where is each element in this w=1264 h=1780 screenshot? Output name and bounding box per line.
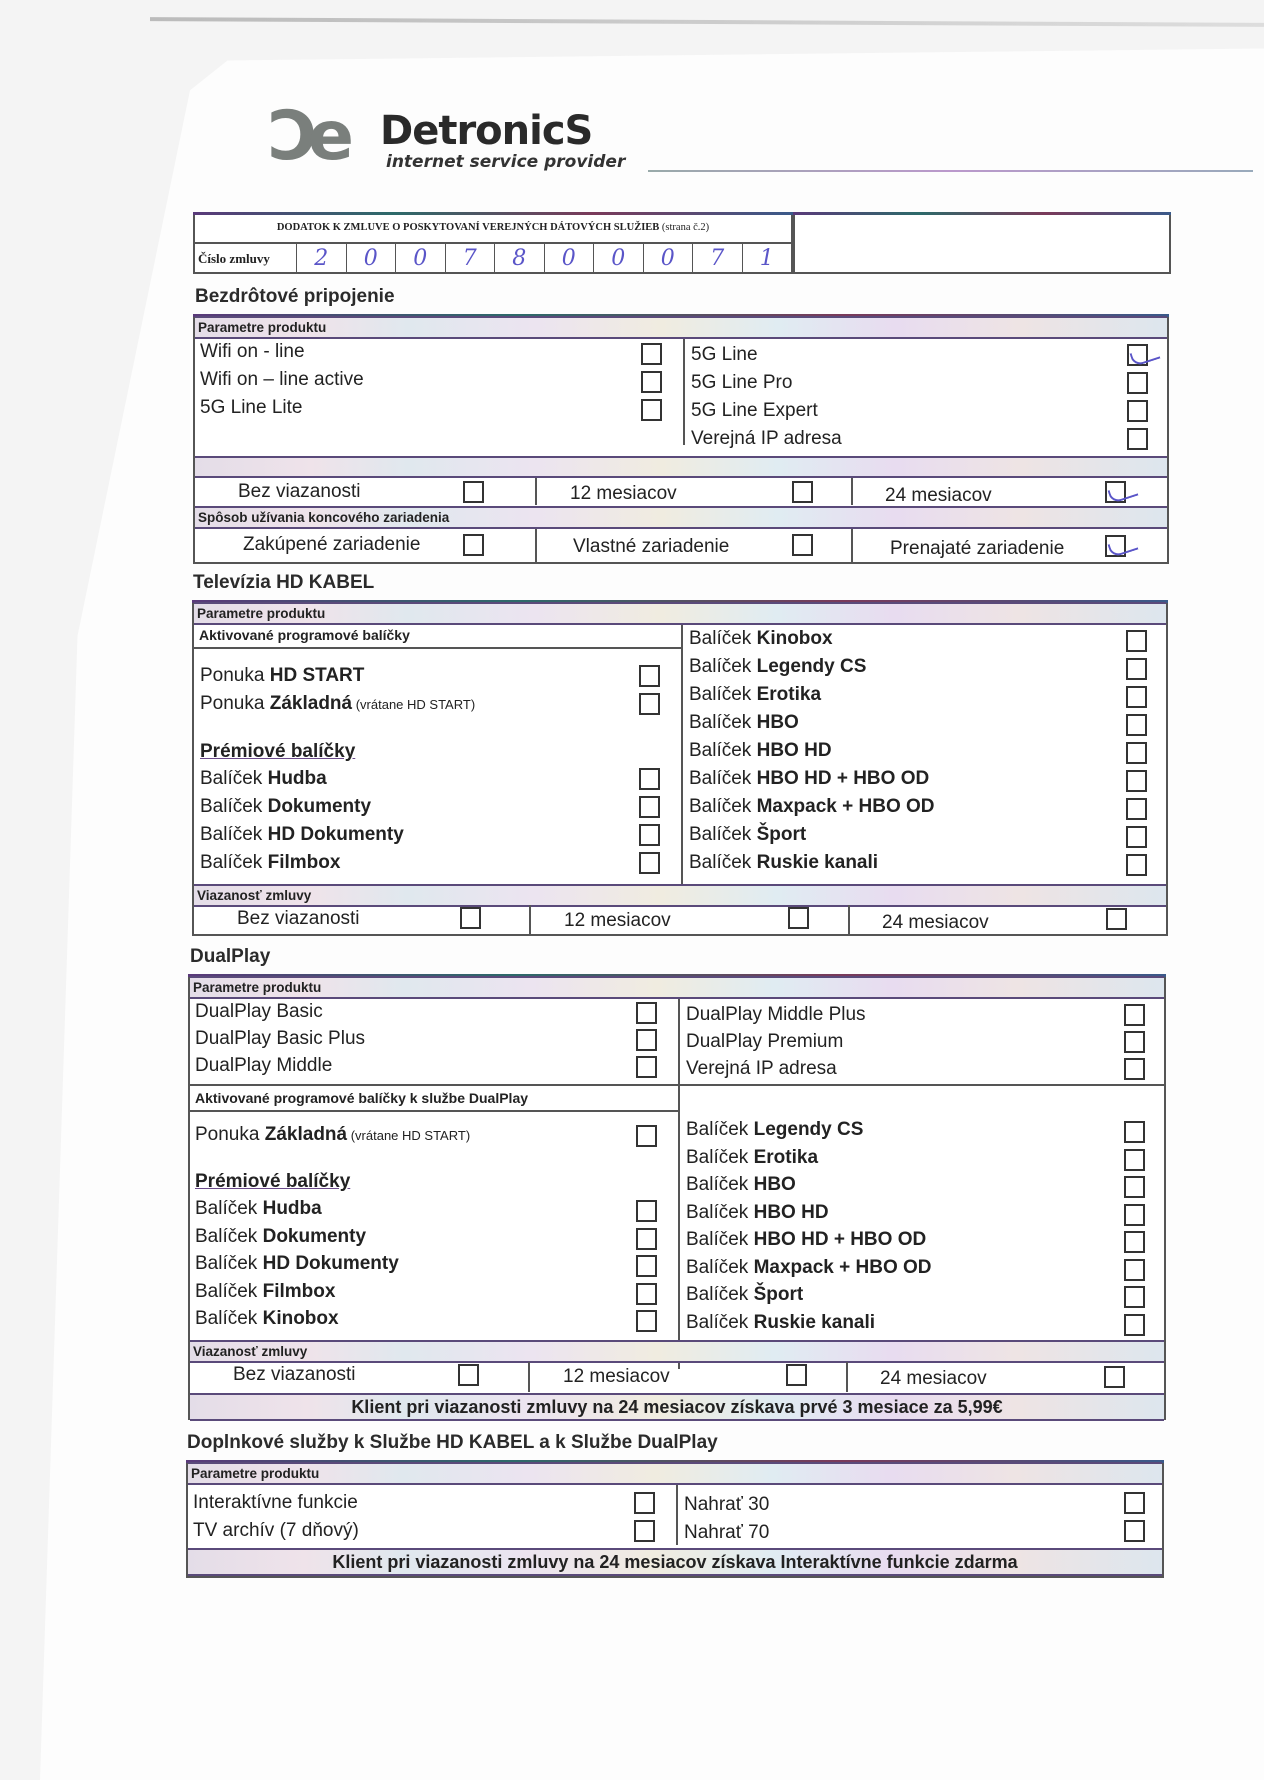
contract-digit[interactable]: 7 (693, 244, 743, 274)
checkbox-dokumenty[interactable] (639, 796, 660, 818)
package-prefix: Balíček (200, 768, 268, 789)
offer-note: (vrátane HD START) (352, 697, 476, 712)
package-prefix: Balíček (686, 1229, 754, 1250)
commitment-label: 24 mesiacov (882, 912, 989, 933)
divider (194, 647, 683, 649)
package-checkbox[interactable] (1126, 686, 1147, 708)
package-item (200, 768, 327, 790)
column-divider (683, 339, 685, 445)
package-item (195, 1253, 399, 1275)
package-item (195, 1281, 335, 1303)
package-prefix: Balíček (686, 1284, 754, 1305)
package-prefix: Balíček (689, 796, 757, 817)
contract-digit[interactable]: 0 (644, 244, 694, 274)
device-label: Vlastné zariadenie (573, 536, 730, 557)
package-item (689, 684, 821, 706)
package-item (689, 824, 806, 846)
logo-mark-icon: Ↄe (268, 97, 345, 176)
section-title-wireless: Bezdrôtové pripojenie (195, 286, 395, 307)
package-item (200, 796, 371, 818)
divider (190, 1110, 679, 1112)
premium-packages-heading: Prémiové balíčky (195, 1171, 351, 1192)
section-title-addons: Doplnkové služby k Službe HD KABEL a k Službe DualPlay (187, 1432, 718, 1453)
package-name: Legendy CS (756, 656, 867, 677)
package-item (689, 628, 833, 650)
package-name: HBO HD (753, 1201, 829, 1223)
package-name: HD Dokumenty (262, 1253, 399, 1274)
package-item (689, 768, 929, 790)
package-name: Maxpack + HBO OD (753, 1256, 932, 1278)
dualplay-section (188, 974, 1166, 1420)
checkbox-no-commitment[interactable] (463, 481, 484, 503)
params-bar: Parametre produktu (190, 976, 1164, 999)
offer-basic (195, 1124, 470, 1146)
checkbox-own-device[interactable] (792, 534, 813, 556)
column-divider (535, 478, 537, 505)
commitment-label: 24 mesiacov (880, 1368, 987, 1389)
contract-digit[interactable]: 2 (297, 244, 347, 274)
contract-header-box (193, 212, 793, 274)
contract-digit[interactable]: 0 (545, 244, 595, 274)
contract-digit[interactable]: 7 (446, 244, 496, 274)
option-label: DualPlay Premium (686, 1031, 844, 1052)
commitment-label: 12 mesiacov (563, 1366, 670, 1387)
package-prefix: Balíček (200, 796, 268, 817)
option-label: DualPlay Basic Plus (195, 1028, 366, 1049)
checkbox-24-months[interactable] (1105, 481, 1126, 503)
package-name: HBO HD (756, 740, 832, 761)
checkbox-basic-offer[interactable] (639, 693, 660, 715)
package-prefix: Balíček (689, 656, 757, 677)
document-title (195, 214, 791, 244)
params-bar: Parametre produktu (195, 316, 1167, 339)
package-name: Šport (756, 824, 807, 845)
package-name: Šport (753, 1284, 804, 1305)
package-checkbox[interactable] (1126, 714, 1147, 736)
params-bar: Parametre produktu (194, 602, 1166, 625)
checkbox-tv-archive[interactable] (634, 1520, 655, 1542)
column-divider (851, 529, 853, 562)
option-label: Nahrať 30 (684, 1494, 770, 1515)
column-divider (535, 529, 537, 562)
package-item (200, 852, 340, 874)
checkbox-public-ip[interactable] (1124, 1058, 1145, 1080)
commitment-label: Bez viazanosti (238, 481, 361, 502)
package-item (195, 1226, 366, 1248)
package-item (689, 740, 832, 762)
option-label: DualPlay Middle (195, 1055, 333, 1076)
offer-name: Základná (264, 1124, 348, 1145)
checkbox-filmbox[interactable] (639, 852, 660, 874)
package-name: Filmbox (262, 1280, 336, 1302)
tv-section (192, 600, 1168, 936)
option-label: Wifi on – line active (200, 369, 364, 390)
option-label: Verejná IP adresa (691, 428, 842, 449)
package-checkbox[interactable] (636, 1310, 657, 1332)
page-edge (150, 17, 1264, 27)
option-label: 5G Line Expert (691, 400, 818, 421)
offer-prefix: Ponuka (200, 693, 270, 714)
checkbox-12-months[interactable] (792, 481, 813, 503)
package-prefix: Balíček (689, 824, 757, 845)
offer-basic (200, 693, 475, 715)
package-name: Erotika (753, 1146, 819, 1168)
package-checkbox[interactable] (1124, 1176, 1145, 1198)
checkbox-5g-line-expert[interactable] (1127, 400, 1148, 422)
package-prefix: Balíček (686, 1201, 754, 1223)
package-item (200, 824, 404, 846)
package-name: Dokumenty (262, 1225, 367, 1247)
contract-digit[interactable]: 8 (495, 244, 545, 274)
package-item (686, 1257, 932, 1279)
option-label: 5G Line Pro (691, 372, 793, 393)
device-usage-bar: Spôsob užívania koncového zariadenia (195, 506, 1167, 529)
package-name: HBO HD + HBO OD (756, 768, 930, 789)
column-divider (678, 999, 680, 1369)
offer-prefix: Ponuka (195, 1124, 265, 1145)
contract-digit[interactable]: 1 (759, 246, 774, 271)
packages-label: Aktivované programové balíčky (199, 627, 410, 643)
option-label: DualPlay Basic (195, 1001, 323, 1022)
option-label: 5G Line (691, 344, 758, 365)
checkbox-rented-device[interactable] (1105, 535, 1126, 557)
checkbox-dualplay-middle[interactable] (636, 1056, 657, 1078)
package-checkbox[interactable] (1124, 1286, 1145, 1308)
commitment-label: Bez viazanosti (233, 1364, 356, 1385)
package-name: Kinobox (756, 628, 833, 649)
checkbox-basic-offer[interactable] (636, 1125, 657, 1147)
package-checkbox[interactable] (1124, 1259, 1145, 1281)
offer-prefix: Ponuka (200, 665, 270, 686)
checkbox-5g-line-pro[interactable] (1127, 372, 1148, 394)
checkbox-dualplay-basic[interactable] (636, 1002, 657, 1024)
commitment-bar: Viazanosť zmluvy (190, 1340, 1164, 1363)
offer-note: (vrátane HD START) (347, 1128, 471, 1143)
package-checkbox[interactable] (1126, 854, 1147, 876)
package-name: Dokumenty (267, 796, 372, 817)
package-prefix: Balíček (686, 1256, 754, 1278)
commitment-label: 12 mesiacov (570, 483, 677, 504)
package-name: Ruskie kanali (756, 852, 879, 873)
checkbox-24-months[interactable] (1104, 1366, 1125, 1388)
option-label: Interaktívne funkcie (193, 1492, 358, 1513)
package-item (686, 1174, 796, 1196)
package-checkbox[interactable] (1126, 742, 1147, 764)
package-prefix: Balíček (195, 1198, 263, 1219)
checkbox-5g-line-lite[interactable] (641, 399, 662, 421)
column-divider (851, 478, 853, 505)
offer-name: Základná (269, 693, 353, 714)
commitment-bar (195, 456, 1167, 478)
checkbox-no-commitment[interactable] (460, 907, 481, 929)
contract-number-label: Číslo zmluvy (195, 244, 297, 274)
commitment-label: 12 mesiacov (564, 910, 671, 931)
package-prefix: Balíček (689, 712, 757, 733)
package-item (686, 1229, 926, 1251)
package-checkbox[interactable] (636, 1255, 657, 1277)
checkbox-dualplay-middle-plus[interactable] (1124, 1004, 1145, 1026)
package-prefix: Balíček (195, 1280, 263, 1302)
package-prefix: Balíček (200, 824, 268, 845)
checkbox-12-months[interactable] (786, 1364, 807, 1386)
column-divider (848, 905, 850, 936)
checkbox-dualplay-premium[interactable] (1124, 1031, 1145, 1053)
package-item (689, 796, 935, 818)
package-prefix: Balíček (689, 628, 757, 649)
contract-number-row (195, 244, 791, 274)
option-label: Verejná IP adresa (686, 1058, 837, 1079)
section-title-dualplay: DualPlay (190, 946, 271, 967)
package-item (195, 1308, 339, 1330)
checkbox-wifi-online[interactable] (641, 343, 662, 365)
checkbox-no-commitment[interactable] (458, 1364, 479, 1386)
offer-hd-start (200, 665, 364, 687)
contract-digit[interactable]: 0 (396, 244, 446, 274)
logo-tagline: internet service provider (386, 152, 626, 172)
package-item (686, 1119, 863, 1141)
column-divider (681, 625, 683, 905)
package-checkbox[interactable] (636, 1200, 657, 1222)
section-title-tv: Televízia HD KABEL (193, 572, 375, 593)
checkbox-purchased-device[interactable] (463, 534, 484, 556)
device-label: Prenajaté zariadenie (890, 538, 1065, 559)
package-name: Maxpack + HBO OD (756, 796, 935, 817)
package-item (689, 712, 799, 734)
logo-name: DetronicS (380, 108, 593, 154)
checkbox-dualplay-basic-plus[interactable] (636, 1029, 657, 1051)
package-name: HD Dokumenty (267, 824, 404, 845)
package-prefix: Balíček (686, 1119, 754, 1140)
checkbox-public-ip[interactable] (1127, 428, 1148, 450)
document-title-text: DODATOK K ZMLUVE O POSKYTOVANÍ VEREJNÝCH DÁTOVÝCH SLUŽIEB (276, 222, 660, 233)
premium-packages-heading: Prémiové balíčky (200, 741, 356, 762)
package-checkbox[interactable] (1126, 658, 1147, 680)
package-checkbox[interactable] (1126, 826, 1147, 848)
package-prefix: Balíček (686, 1146, 754, 1168)
package-prefix: Balíček (195, 1253, 263, 1274)
package-item (689, 656, 866, 678)
package-checkbox[interactable] (1124, 1121, 1145, 1143)
package-checkbox[interactable] (636, 1228, 657, 1250)
column-divider (846, 1362, 848, 1392)
contract-digit[interactable]: 0 (594, 244, 644, 274)
package-prefix: Balíček (200, 852, 268, 873)
option-label: TV archív (7 dňový) (193, 1520, 359, 1541)
package-name: Kinobox (262, 1308, 339, 1329)
package-name: HBO HD + HBO OD (753, 1229, 927, 1250)
packages-label: Aktivované programové balíčky k službe DualPlay (195, 1090, 529, 1106)
promo-banner: Klient pri viazanosti zmluvy na 24 mesiacov získava prvé 3 mesiace za 5,99€ (190, 1393, 1164, 1421)
option-label: Nahrať 70 (684, 1522, 770, 1543)
package-item (686, 1284, 803, 1306)
package-checkbox[interactable] (1124, 1231, 1145, 1253)
checkbox-5g-line[interactable] (1127, 344, 1148, 366)
checkbox-12-months[interactable] (788, 907, 809, 929)
commitment-label: 24 mesiacov (885, 485, 992, 506)
checkbox-hudba[interactable] (639, 768, 660, 790)
package-checkbox[interactable] (1124, 1204, 1145, 1226)
package-checkbox[interactable] (1126, 630, 1147, 652)
column-divider (676, 1485, 678, 1545)
package-prefix: Balíček (689, 740, 757, 761)
package-checkbox[interactable] (1124, 1149, 1145, 1171)
package-checkbox[interactable] (1126, 770, 1147, 792)
checkbox-record-30[interactable] (1124, 1492, 1145, 1514)
promo-banner: Klient pri viazanosti zmluvy na 24 mesiacov získava Interaktívne funkcie zdarma (188, 1548, 1162, 1576)
package-name: Erotika (756, 684, 822, 705)
column-divider (529, 905, 531, 936)
commitment-bar: Viazanosť zmluvy (194, 884, 1166, 907)
checkbox-24-months[interactable] (1106, 908, 1127, 930)
package-prefix: Balíček (195, 1225, 263, 1247)
package-item (686, 1312, 875, 1334)
header-rule (648, 170, 1253, 172)
package-item (686, 1147, 818, 1169)
option-label: 5G Line Lite (200, 397, 303, 418)
checkbox-hd-dokumenty[interactable] (639, 824, 660, 846)
package-checkbox[interactable] (1124, 1314, 1145, 1336)
addons-section (186, 1460, 1164, 1578)
package-prefix: Balíček (686, 1174, 754, 1195)
header-shaded-box (793, 212, 1171, 274)
package-item (686, 1202, 829, 1224)
option-label: DualPlay Middle Plus (686, 1004, 866, 1025)
offer-name: HD START (269, 665, 365, 686)
package-prefix: Balíček (686, 1311, 754, 1333)
package-name: HBO (756, 712, 799, 733)
package-prefix: Balíček (689, 684, 757, 705)
checkbox-wifi-online-active[interactable] (641, 371, 662, 393)
params-bar: Parametre produktu (188, 1462, 1162, 1485)
package-prefix: Balíček (689, 768, 757, 789)
device-label: Zakúpené zariadenie (243, 534, 421, 555)
package-name: Hudba (267, 768, 327, 789)
option-label: Wifi on - line (200, 341, 305, 362)
checkbox-hd-start[interactable] (639, 665, 660, 687)
package-checkbox[interactable] (636, 1283, 657, 1305)
wireless-section (193, 314, 1169, 564)
divider (190, 1084, 1166, 1086)
package-prefix: Balíček (195, 1308, 263, 1329)
package-item (195, 1198, 322, 1220)
contract-digit[interactable]: 0 (347, 244, 397, 274)
package-name: Ruskie kanali (753, 1311, 876, 1333)
package-name: Legendy CS (753, 1119, 864, 1140)
checkbox-interactive-functions[interactable] (634, 1492, 655, 1514)
package-name: Hudba (262, 1198, 322, 1219)
package-name: HBO (753, 1174, 796, 1195)
detronics-logo (268, 97, 628, 180)
package-name: Filmbox (267, 852, 341, 873)
commitment-label: Bez viazanosti (237, 908, 360, 929)
package-prefix: Balíček (689, 852, 757, 873)
checkbox-record-70[interactable] (1124, 1520, 1145, 1542)
package-checkbox[interactable] (1126, 798, 1147, 820)
column-divider (528, 1362, 530, 1392)
package-item (689, 852, 878, 874)
page-number: (strana č.2) (661, 222, 710, 233)
